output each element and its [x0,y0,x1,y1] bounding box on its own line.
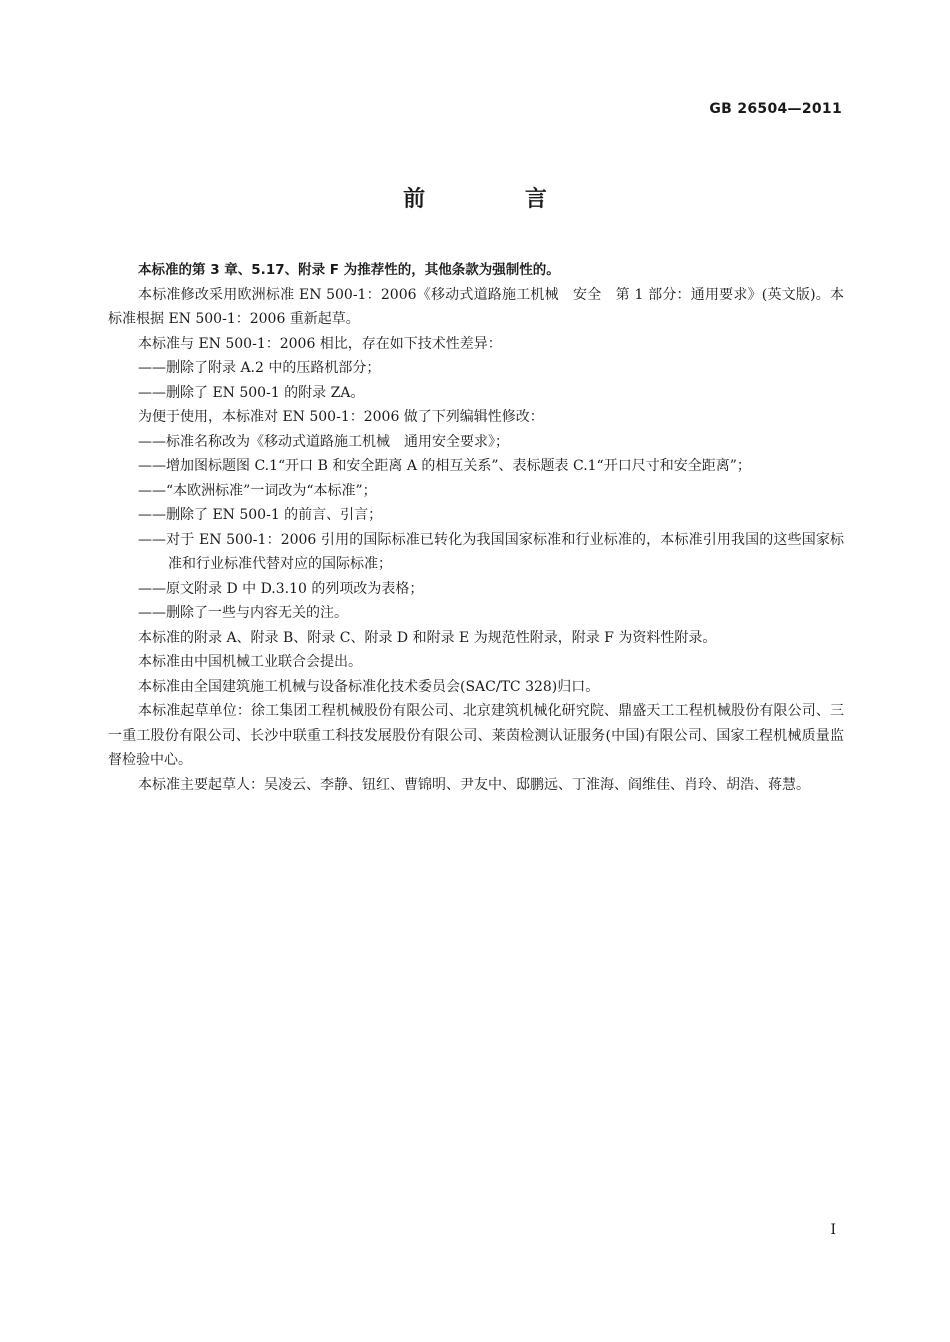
list-item: ——“本欧洲标准”一词改为“本标准”； [138,482,377,499]
standard-code: GB 26504—2011 [709,101,842,117]
list-item: ——删除了附录 A.2 中的压路机部分； [138,360,381,376]
list-item: ——原文附录 D 中 D.3.10 的列项改为表格； [138,580,424,597]
paragraph-mandatory-note: 本标准的第 3 章、5.17、附录 F 为推荐性的，其他条款为强制性的。 [138,262,560,278]
preface-body [108,258,844,797]
list-item: ——标准名称改为《移动式道路施工机械 通用安全要求》； [138,433,509,450]
list-item: ——对于 EN 500-1：2006 引用的国际标准已转化为我国国家标准和行业标准的，本标准引用我国的这些国家标准和行业标准代替对应的国际标准； [138,531,844,572]
list-item: ——删除了一些与内容无关的注。 [138,605,348,621]
paragraph-drafters: 本标准主要起草人：吴凌云、李静、钮红、曹锦明、尹友中、邸鹏远、丁淮海、阎维佳、肖玲、胡浩、蒋慧。 [138,776,810,793]
paragraph-editorial-changes: 为便于使用，本标准对 EN 500-1：2006 做了下列编辑性修改： [138,409,544,425]
page-title: 前 言 [403,187,593,212]
list-item: ——删除了 EN 500-1 的前言、引言； [138,507,383,523]
paragraph-adoption: 本标准修改采用欧洲标准 EN 500-1：2006《移动式道路施工机械 安全 第 1 部分：通用要求》(英文版)。本标准根据 EN 500-1：2006 重新起草。 [108,286,844,327]
paragraph-technical-differences: 本标准与 EN 500-1：2006 相比，存在如下技术性差异： [138,335,502,352]
paragraph-annexes: 本标准的附录 A、附录 B、附录 C、附录 D 和附录 E 为规范性附录，附录 F 为资料性附录。 [138,629,717,646]
page-number: I [830,1222,836,1238]
list-item: ——删除了 EN 500-1 的附录 ZA。 [138,384,365,401]
paragraph-committee: 本标准由全国建筑施工机械与设备标准化技术委员会(SAC/TC 328)归口。 [138,678,600,695]
paragraph-drafting-units: 本标准起草单位：徐工集团工程机械股份有限公司、北京建筑机械化研究院、鼎盛天工工程机械股份有限公司、三一重工股份有限公司、长沙中联重工科技发展股份有限公司、莱茵检测认证服务(中国)有限公司、国家工程机械质量监督检验中心。 [108,703,844,768]
paragraph-proposer: 本标准由中国机械工业联合会提出。 [138,654,362,670]
list-item: ——增加图标题图 C.1“开口 B 和安全距离 A 的相互关系”、表标题表 C.1“开口尺寸和安全距离”； [138,458,751,474]
